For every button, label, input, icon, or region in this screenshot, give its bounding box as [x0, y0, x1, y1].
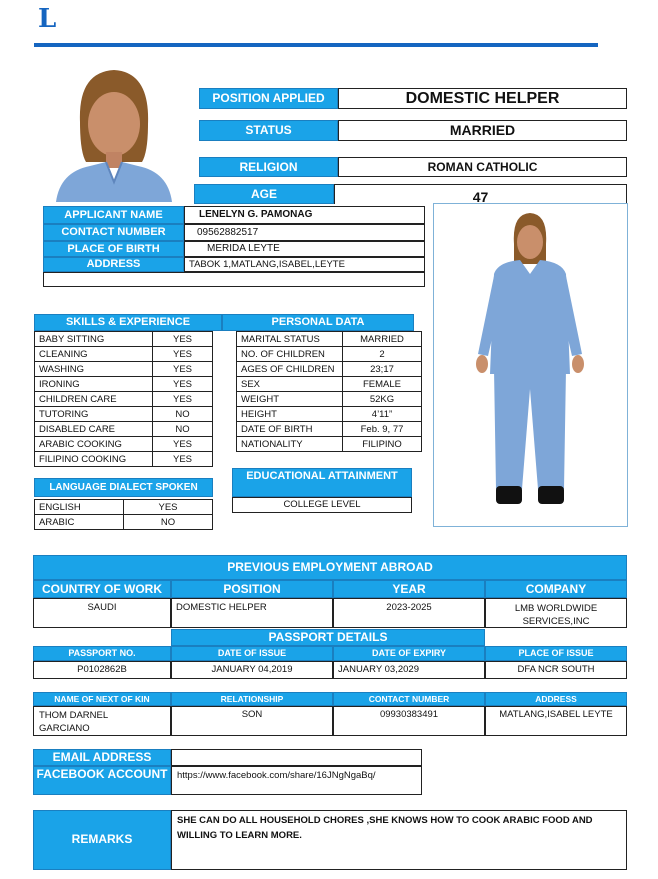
language-table [34, 499, 213, 530]
age-label: AGE [194, 184, 334, 204]
address-extra-row [43, 272, 425, 287]
personal-data-table [236, 331, 422, 452]
facebook-value[interactable]: https://www.facebook.com/share/16JNgNgaBq/ [171, 766, 422, 795]
table-row [35, 377, 213, 392]
skill-value: YES [153, 452, 213, 467]
personal-value: Feb. 9, 77 [343, 422, 422, 437]
table-row [35, 500, 213, 515]
email-value [171, 749, 422, 766]
table-row [237, 347, 422, 362]
skill-name: DISABLED CARE [35, 422, 153, 437]
skill-name: CHILDREN CARE [35, 392, 153, 407]
employment-header-company: COMPANY [485, 580, 627, 598]
passport-number: P0102862B [33, 661, 171, 679]
employment-header-country: COUNTRY OF WORK [33, 580, 171, 598]
table-row [237, 407, 422, 422]
full-body-photo [433, 203, 628, 527]
language-title: LANGUAGE DIALECT SPOKEN [34, 478, 213, 497]
table-row [35, 407, 213, 422]
facebook-label: FACEBOOK ACCOUNT [33, 766, 171, 795]
skill-value: YES [153, 392, 213, 407]
language-value: YES [124, 500, 213, 515]
skill-value: YES [153, 332, 213, 347]
kin-contact: 09930383491 [333, 706, 485, 736]
kin-address: MATLANG,ISABEL LEYTE [485, 706, 627, 736]
address-label: ADDRESS [43, 257, 184, 272]
personal-value: 4’11” [343, 407, 422, 422]
logo-letter: L [38, 4, 57, 34]
skill-name: ARABIC COOKING [35, 437, 153, 452]
personal-value: 52KG [343, 392, 422, 407]
status-value: MARRIED [338, 120, 627, 141]
religion-label: RELIGION [199, 157, 338, 177]
skill-value: YES [153, 362, 213, 377]
position-applied-label: POSITION APPLIED [199, 88, 338, 109]
skill-value: YES [153, 437, 213, 452]
personal-value: FILIPINO [343, 437, 422, 452]
language-value: NO [124, 515, 213, 530]
table-row [35, 422, 213, 437]
position-applied-value: DOMESTIC HELPER [338, 88, 627, 109]
address-value: TABOK 1,MATLANG,ISABEL,LEYTE [184, 257, 425, 272]
education-title: EDUCATIONAL ATTAINMENT [232, 468, 412, 497]
kin-header-relationship: RELATIONSHIP [171, 692, 333, 706]
applicant-name-value: LENELYN G. PAMONAG [184, 206, 425, 224]
passport-place: DFA NCR SOUTH [485, 661, 627, 679]
personal-field: WEIGHT [237, 392, 343, 407]
personal-field: SEX [237, 377, 343, 392]
table-row [35, 347, 213, 362]
personal-field: MARITAL STATUS [237, 332, 343, 347]
passport-title: PASSPORT DETAILS [171, 629, 485, 646]
skill-value: YES [153, 347, 213, 362]
place-of-birth-value: MERIDA LEYTE [184, 241, 425, 257]
passport-expiry-date: JANUARY 03,2029 [333, 661, 485, 679]
employment-position: DOMESTIC HELPER [171, 598, 333, 628]
personal-value: FEMALE [343, 377, 422, 392]
skills-title: SKILLS & EXPERIENCE [34, 314, 222, 331]
age-value: 47 [334, 184, 627, 204]
employment-country: SAUDI [33, 598, 171, 628]
status-label: STATUS [199, 120, 338, 141]
education-value: COLLEGE LEVEL [232, 497, 412, 513]
contact-number-label: CONTACT NUMBER [43, 224, 184, 241]
personal-data-title: PERSONAL DATA [222, 314, 414, 331]
religion-value: ROMAN CATHOLIC [338, 157, 627, 177]
personal-value: 2 [343, 347, 422, 362]
applicant-name-label: APPLICANT NAME [43, 206, 184, 224]
passport-issue-date: JANUARY 04,2019 [171, 661, 333, 679]
employment-header-year: YEAR [333, 580, 485, 598]
table-row [237, 392, 422, 407]
header-rule [34, 43, 598, 47]
skill-name: BABY SITTING [35, 332, 153, 347]
employment-year: 2023-2025 [333, 598, 485, 628]
employment-header-position: POSITION [171, 580, 333, 598]
skill-name: IRONING [35, 377, 153, 392]
kin-header-name: NAME OF NEXT OF KIN [33, 692, 171, 706]
email-label: EMAIL ADDRESS [33, 749, 171, 766]
table-row [237, 332, 422, 347]
skill-value: NO [153, 422, 213, 437]
table-row [35, 437, 213, 452]
table-row [35, 452, 213, 467]
employment-title: PREVIOUS EMPLOYMENT ABROAD [33, 555, 627, 580]
skill-name: FILIPINO COOKING [35, 452, 153, 467]
table-row [35, 362, 213, 377]
headshot-photo [50, 62, 178, 202]
skill-value: YES [153, 377, 213, 392]
table-row [237, 422, 422, 437]
passport-header-place: PLACE OF ISSUE [485, 646, 627, 661]
personal-value: MARRIED [343, 332, 422, 347]
table-row [237, 377, 422, 392]
kin-relationship: SON [171, 706, 333, 736]
remarks-label: REMARKS [33, 810, 171, 870]
table-row [35, 392, 213, 407]
employment-company: LMB WORLDWIDE SERVICES,INC [485, 598, 627, 628]
passport-header-issue: DATE OF ISSUE [171, 646, 333, 661]
passport-header-number: PASSPORT NO. [33, 646, 171, 661]
language-name: ENGLISH [35, 500, 124, 515]
personal-field: NATIONALITY [237, 437, 343, 452]
personal-value: 23;17 [343, 362, 422, 377]
skill-name: WASHING [35, 362, 153, 377]
passport-header-expiry: DATE OF EXPIRY [333, 646, 485, 661]
contact-number-value: 09562882517 [184, 224, 425, 241]
remarks-text: SHE CAN DO ALL HOUSEHOLD CHORES ,SHE KNOWS HOW TO COOK ARABIC FOOD AND WILLING TO LEARN MORE. [171, 810, 627, 870]
kin-header-contact: CONTACT NUMBER [333, 692, 485, 706]
skill-name: CLEANING [35, 347, 153, 362]
skill-value: NO [153, 407, 213, 422]
kin-name: THOM DARNEL GARCIANO [33, 706, 171, 736]
table-row [35, 332, 213, 347]
table-row [237, 437, 422, 452]
language-name: ARABIC [35, 515, 124, 530]
kin-header-address: ADDRESS [485, 692, 627, 706]
personal-field: NO. OF CHILDREN [237, 347, 343, 362]
table-row [35, 515, 213, 530]
place-of-birth-label: PLACE OF BIRTH [43, 241, 184, 257]
personal-field: HEIGHT [237, 407, 343, 422]
skill-name: TUTORING [35, 407, 153, 422]
table-row [237, 362, 422, 377]
personal-field: AGES OF CHILDREN [237, 362, 343, 377]
skills-table [34, 331, 213, 467]
personal-field: DATE OF BIRTH [237, 422, 343, 437]
